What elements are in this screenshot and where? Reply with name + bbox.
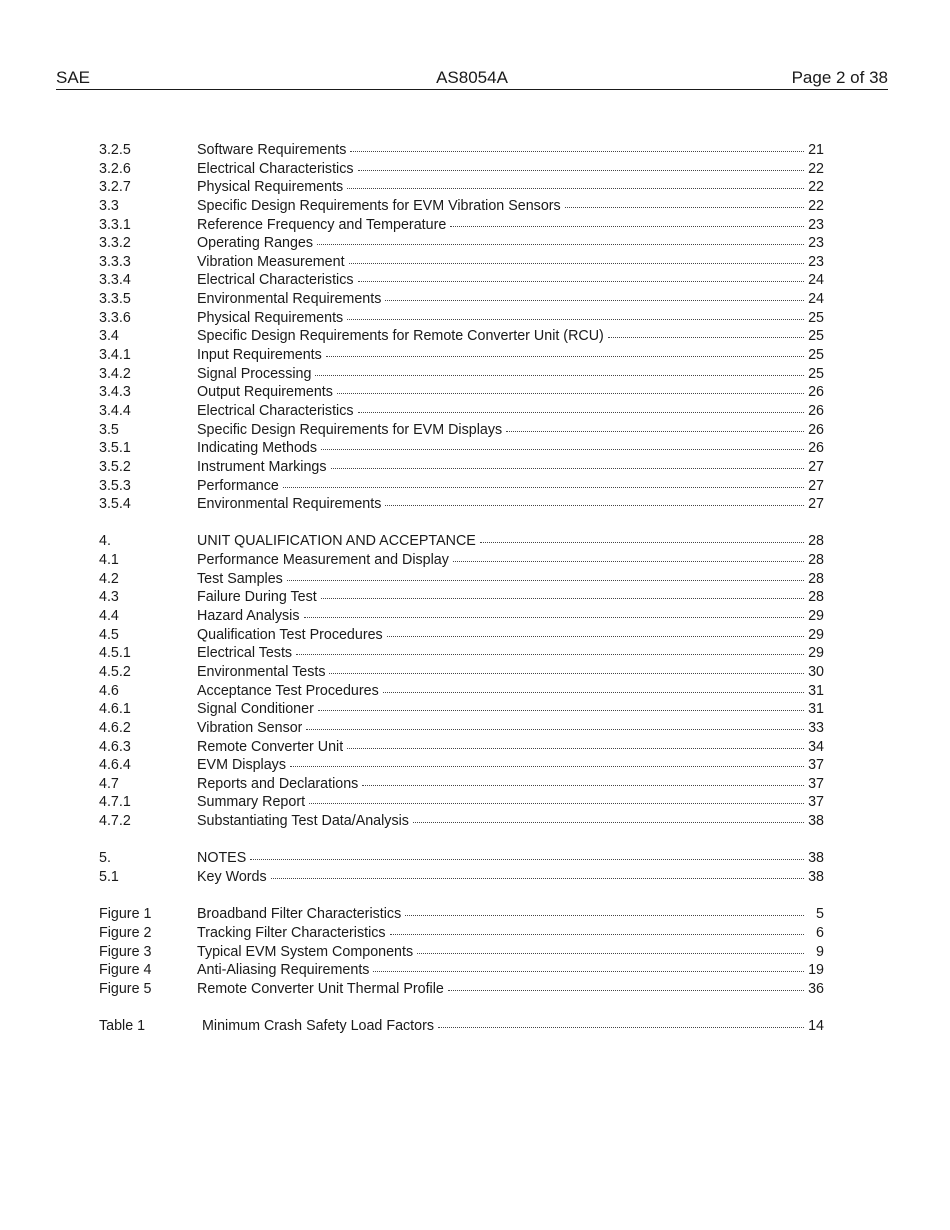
toc-entry-number: 4.5 <box>99 626 119 643</box>
toc-entry-page: 38 <box>808 813 824 830</box>
toc-entry-page: 14 <box>808 1018 824 1035</box>
dot-leader <box>317 232 804 245</box>
toc-entry-title: NOTES <box>197 850 247 867</box>
dot-leader <box>608 325 804 338</box>
toc-entry-page: 29 <box>808 645 824 662</box>
toc-entry-number: 3.3.6 <box>99 309 131 326</box>
header-page-number: Page 2 of 38 <box>791 68 888 87</box>
toc-entry-page: 24 <box>808 291 824 308</box>
toc-entry-number: 3.3.3 <box>99 253 131 270</box>
toc-entry-title: Anti-Aliasing Requirements <box>197 962 370 979</box>
toc-entry-title: Vibration Sensor <box>197 719 303 736</box>
toc-entry-page: 31 <box>808 682 824 699</box>
toc-entry-title: Operating Ranges <box>197 235 314 252</box>
toc-entry-number: 4.6.3 <box>99 738 131 755</box>
toc-entry-number: 4.2 <box>99 570 119 587</box>
toc-entry-number: 4.5.2 <box>99 663 131 680</box>
toc-entry-title: Physical Requirements <box>197 179 344 196</box>
toc-entry-title: Test Samples <box>197 570 283 587</box>
toc-entry-number: 4.6.1 <box>99 701 131 718</box>
toc-entry-title: Typical EVM System Components <box>197 943 414 960</box>
toc-entry-page: 28 <box>808 552 824 569</box>
toc-entry-title: Broadband Filter Characteristics <box>197 906 402 923</box>
page-header <box>56 67 888 90</box>
dot-leader <box>417 941 804 954</box>
toc-entry-title: Specific Design Requirements for EVM Vibration Sensors <box>197 197 561 214</box>
toc-entry-number: 4.7.1 <box>99 794 131 811</box>
dot-leader <box>296 642 804 655</box>
toc-entry-number: 3.2.6 <box>99 160 131 177</box>
toc-entry-number: Table 1 <box>99 1018 146 1035</box>
dot-leader <box>385 493 804 506</box>
dot-leader <box>306 717 804 730</box>
toc-entry-title: Electrical Characteristics <box>197 402 354 419</box>
toc-entry-number: 3.4 <box>99 328 119 345</box>
toc-entry-title: Performance <box>197 477 279 494</box>
dot-leader <box>565 195 804 208</box>
toc-entry-title: Minimum Crash Safety Load Factors <box>202 1018 435 1035</box>
toc-entry-number: 3.3 <box>99 197 119 214</box>
toc-entry-number: 4.3 <box>99 589 119 606</box>
toc-entry-number: 3.4.3 <box>99 384 131 401</box>
toc-entry-page: 31 <box>808 701 824 718</box>
toc-entry-number: 3.4.1 <box>99 347 131 364</box>
toc-entry-page: 38 <box>808 868 824 885</box>
toc-entry-page: 33 <box>808 719 824 736</box>
toc-entry-page: 25 <box>808 365 824 382</box>
toc-entry-title: Electrical Characteristics <box>197 272 354 289</box>
toc-entry-title: Electrical Characteristics <box>197 160 354 177</box>
toc-entry-title: Signal Conditioner <box>197 701 314 718</box>
toc-entry-page: 26 <box>808 402 824 419</box>
toc-entry-number: 4.6 <box>99 682 119 699</box>
dot-leader <box>413 810 804 823</box>
toc-entry-page: 24 <box>808 272 824 289</box>
toc-entry-page: 26 <box>808 421 824 438</box>
dot-leader <box>318 698 804 711</box>
toc-entry-title: Reports and Declarations <box>197 775 359 792</box>
toc-entry-page: 29 <box>808 626 824 643</box>
toc-entry[interactable] <box>99 1017 824 1036</box>
toc-entry-title: Input Requirements <box>197 347 322 364</box>
toc-entry-page: 34 <box>808 738 824 755</box>
dot-leader <box>321 586 804 599</box>
toc-entry-title: Electrical Tests <box>197 645 293 662</box>
dot-leader <box>250 847 804 860</box>
dot-leader <box>358 400 804 413</box>
toc-entry-page: 19 <box>808 962 824 979</box>
toc-entry-title: Reference Frequency and Temperature <box>197 216 447 233</box>
dot-leader <box>450 214 804 227</box>
toc-entry[interactable] <box>99 868 824 887</box>
dot-leader <box>347 307 804 320</box>
dot-leader <box>358 269 804 282</box>
toc-entry-title: EVM Displays <box>197 757 286 774</box>
toc-entry-number: 4.1 <box>99 552 119 569</box>
toc-entry-number: 4.7.2 <box>99 813 131 830</box>
toc-entry-title: Environmental Requirements <box>197 291 382 308</box>
toc-entry-number: 3.5 <box>99 421 119 438</box>
toc-entry-page: 37 <box>808 757 824 774</box>
toc-entry-title: Environmental Requirements <box>197 496 382 513</box>
toc-entry-number: 3.5.2 <box>99 458 131 475</box>
toc-entry-page: 23 <box>808 216 824 233</box>
toc-entry-page: 23 <box>808 235 824 252</box>
dot-leader <box>362 773 804 786</box>
dot-leader <box>329 661 804 674</box>
dot-leader <box>337 381 804 394</box>
toc-entry-number: 4. <box>99 533 111 550</box>
dot-leader <box>321 437 804 450</box>
dot-leader <box>358 158 804 171</box>
dot-leader <box>405 903 804 916</box>
toc-entry[interactable] <box>99 495 824 514</box>
toc-entry-title: Hazard Analysis <box>197 608 300 625</box>
toc-entry-title: Instrument Markings <box>197 458 327 475</box>
dot-leader <box>326 344 804 357</box>
toc-entry-title: Acceptance Test Procedures <box>197 682 379 699</box>
toc-entry-number: Figure 2 <box>99 924 152 941</box>
toc-entry-number: 3.4.2 <box>99 365 131 382</box>
toc-entry-title: Software Requirements <box>197 142 347 158</box>
dot-leader <box>387 624 804 637</box>
dot-leader <box>385 288 804 301</box>
toc-entry-page: 25 <box>808 328 824 345</box>
toc-entry-number: 3.3.5 <box>99 291 131 308</box>
toc-entry[interactable] <box>99 812 824 831</box>
dot-leader <box>347 176 804 189</box>
dot-leader <box>438 1015 804 1028</box>
dot-leader <box>283 475 804 488</box>
table-of-contents <box>99 141 824 1036</box>
dot-leader <box>331 456 804 469</box>
toc-entry-title: Failure During Test <box>197 589 317 606</box>
toc-entry-number: 3.2.5 <box>99 142 131 158</box>
toc-entry-page: 38 <box>808 850 824 867</box>
dot-leader <box>506 419 804 432</box>
toc-entry-number: 3.5.1 <box>99 440 131 457</box>
dot-leader <box>315 363 804 376</box>
toc-entry-page: 25 <box>808 347 824 364</box>
toc-entry[interactable] <box>99 980 824 999</box>
dot-leader <box>448 978 804 991</box>
toc-entry-number: 3.3.2 <box>99 235 131 252</box>
dot-leader <box>453 549 804 562</box>
toc-entry-number: 3.4.4 <box>99 402 131 419</box>
toc-entry-title: Specific Design Requirements for EVM Displays <box>197 421 503 438</box>
toc-entry-number: 5.1 <box>99 868 119 885</box>
toc-entry-page: 27 <box>808 477 824 494</box>
toc-entry-page: 28 <box>808 589 824 606</box>
toc-entry-number: 4.7 <box>99 775 119 792</box>
toc-entry-number: 4.6.2 <box>99 719 131 736</box>
toc-entry-title: Key Words <box>197 868 267 885</box>
toc-entry-page: 28 <box>808 570 824 587</box>
toc-entry-number: 4.6.4 <box>99 757 131 774</box>
toc-entry-page: 22 <box>808 160 824 177</box>
toc-entry-page: 22 <box>808 197 824 214</box>
dot-leader <box>480 530 804 543</box>
toc-entry-title: Qualification Test Procedures <box>197 626 383 643</box>
toc-entry-number: 4.4 <box>99 608 119 625</box>
toc-entry-title: Indicating Methods <box>197 440 318 457</box>
header-doc-number: AS8054A <box>436 68 508 87</box>
dot-leader <box>373 959 804 972</box>
toc-entry-title: Signal Processing <box>197 365 312 382</box>
toc-entry-title: Remote Converter Unit <box>197 738 344 755</box>
toc-entry-title: Performance Measurement and Display <box>197 552 449 569</box>
toc-entry-title: Output Requirements <box>197 384 333 401</box>
toc-entry-number: 3.3.4 <box>99 272 131 289</box>
dot-leader <box>349 251 804 264</box>
toc-entry-number: 3.5.4 <box>99 496 131 513</box>
toc-entry-number: Figure 4 <box>99 962 152 979</box>
toc-entry-title: Summary Report <box>197 794 306 811</box>
toc-entry-number: 3.3.1 <box>99 216 131 233</box>
toc-entry-page: 37 <box>808 794 824 811</box>
toc-entry-page: 36 <box>808 980 824 997</box>
toc-entry-page: 37 <box>808 775 824 792</box>
dot-leader <box>309 791 804 804</box>
toc-entry-page: 26 <box>808 440 824 457</box>
header-org: SAE <box>56 68 91 87</box>
toc-entry-page: 27 <box>808 496 824 513</box>
toc-entry-title: Environmental Tests <box>197 663 326 680</box>
toc-entry-page: 26 <box>808 384 824 401</box>
dot-leader <box>304 605 804 618</box>
toc-entry-page: 5 <box>816 906 824 923</box>
toc-entry-title: Specific Design Requirements for Remote Converter Unit (RCU) <box>197 328 604 345</box>
dot-leader <box>290 754 804 767</box>
dot-leader <box>287 568 804 581</box>
toc-entry-number: 3.2.7 <box>99 179 131 196</box>
toc-entry-page: 30 <box>808 663 824 680</box>
dot-leader <box>271 866 804 879</box>
toc-entry-page: 28 <box>808 533 824 550</box>
toc-entry-title: UNIT QUALIFICATION AND ACCEPTANCE <box>197 533 476 550</box>
toc-entry-page: 21 <box>808 142 824 158</box>
dot-leader <box>390 922 804 935</box>
toc-entry-title: Tracking Filter Characteristics <box>197 924 386 941</box>
toc-entry-title: Remote Converter Unit Thermal Profile <box>197 980 444 997</box>
toc-entry-page: 23 <box>808 253 824 270</box>
toc-entry-page: 29 <box>808 608 824 625</box>
toc-entry-page: 6 <box>816 924 824 941</box>
toc-entry-page: 25 <box>808 309 824 326</box>
dot-leader <box>347 736 804 749</box>
toc-entry-number: Figure 5 <box>99 980 152 997</box>
toc-entry-title: Substantiating Test Data/Analysis <box>197 813 409 830</box>
toc-entry-page: 22 <box>808 179 824 196</box>
toc-entry-page: 27 <box>808 458 824 475</box>
toc-entry-title: Physical Requirements <box>197 309 344 326</box>
toc-entry-page: 9 <box>816 943 824 960</box>
dot-leader <box>383 680 804 693</box>
dot-leader <box>350 139 804 152</box>
toc-entry-number: Figure 3 <box>99 943 152 960</box>
toc-entry-number: 5. <box>99 850 111 867</box>
toc-entry-number: 4.5.1 <box>99 645 131 662</box>
toc-entry-number: 3.5.3 <box>99 477 131 494</box>
toc-entry-title: Vibration Measurement <box>197 253 345 270</box>
toc-entry-number: Figure 1 <box>99 906 152 923</box>
